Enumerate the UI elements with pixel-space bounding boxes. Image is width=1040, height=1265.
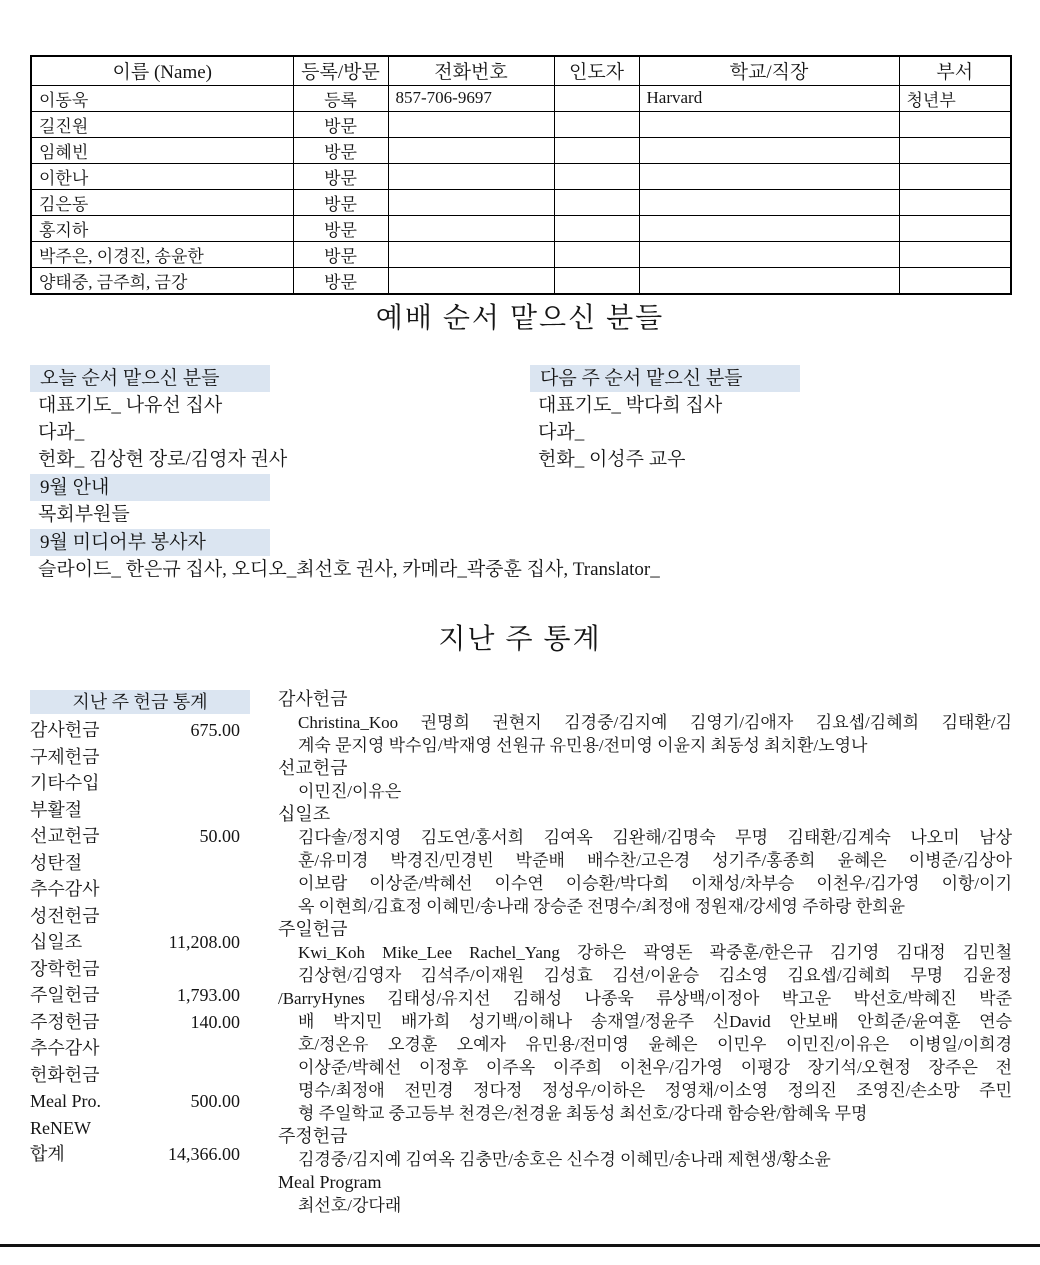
offering-summary-rows [30,717,240,1168]
offering-summary-row [30,850,240,877]
assignment-block-header: 다음 주 순서 맡으신 분들 [530,365,800,392]
offering-amount: 140.00 [190,1011,240,1032]
offering-summary-row [30,876,240,903]
table-cell: 홍지하 [31,215,293,241]
table-cell [899,163,1011,189]
table-cell [639,267,899,294]
table-cell [388,163,554,189]
donor-names-line: 계숙 문지영 박수임/박재영 선원규 유민용/전미영 이윤지 최동성 최치환/노영나 [298,736,868,755]
table-cell [639,215,899,241]
offering-summary-column [30,690,240,1168]
table-cell: 857-706-9697 [388,85,554,111]
offering-label: 주정헌금 [30,1011,100,1032]
offering-summary-row [30,1141,240,1168]
table-cell: 방문 [293,189,388,215]
offering-label: Meal Pro. [30,1091,101,1111]
donor-names-line: Kwi_Koh Mike_Lee Rachel_Yang 강하은 곽영돈 곽중훈/한은규 김기영 김대정 김민철 [298,943,1012,962]
offering-summary-row [30,823,240,850]
donor-names-line: 배 박지민 배가희 성기백/이해나 송재열/정윤주 신David 안보배 안희준/윤여훈 연승 [298,1012,1012,1031]
table-cell [639,111,899,137]
table-cell [899,189,1011,215]
table-cell [899,111,1011,137]
offering-label: 부활절 [30,799,83,820]
offering-label: 성전헌금 [30,905,100,926]
table-cell: 방문 [293,267,388,294]
table-cell: 이동욱 [31,85,293,111]
table-cell: 김은동 [31,189,293,215]
offering-amount: 14,366.00 [168,1144,240,1164]
table-row [31,241,1011,267]
offering-label: 추수감사 [30,1038,100,1058]
table-row [31,189,1011,215]
table-cell [639,241,899,267]
offering-category-heading: 십일조 [278,804,331,824]
column-header: 등록/방문 [293,56,388,85]
table-cell [639,163,899,189]
table-row [31,111,1011,137]
offering-label: 기타수입 [30,773,100,793]
table-cell [639,137,899,163]
assignment-line: 대표기도_ 나유선 집사 [38,395,223,416]
offering-summary-row [30,903,240,930]
assignment-line: 슬라이드_ 한은규 집사, 오디오_최선호 권사, 카메라_곽중훈 집사, Translator_ [38,559,660,580]
offering-label: 감사헌금 [30,720,100,740]
offering-summary-row [30,1088,240,1115]
table-cell [899,267,1011,294]
offering-label: 주일헌금 [30,985,100,1005]
assignment-line: 목회부원들 [38,504,130,525]
table-cell [554,137,639,163]
offering-summary-row [30,1009,240,1036]
table-cell: 방문 [293,163,388,189]
table-cell [554,241,639,267]
offering-label: 장학헌금 [30,958,100,979]
offering-label: 헌화헌금 [30,1064,100,1085]
offering-summary-row [30,717,240,744]
offering-category-heading: 감사헌금 [278,689,348,709]
table-cell [554,215,639,241]
donor-names-line: /BarryHynes 김태성/유지선 김해성 나종욱 류상백/이정아 박고운 박선호/박혜진 박준 [278,989,1012,1008]
offering-amount: 1,793.00 [177,985,240,1005]
offering-label: 선교헌금 [30,826,100,846]
table-cell [554,85,639,111]
table-cell: 방문 [293,215,388,241]
offering-summary-row [30,744,240,771]
worship-section [0,296,1040,606]
donor-names-line: 형 주일학교 중고등부 천경은/천경윤 최동성 최선호/강다래 함승완/함혜욱 무명 [298,1104,868,1123]
column-header: 이름 (Name) [31,56,293,85]
donor-names-line: 옥 이현희/김효정 이혜민/송나래 장승준 전명수/최정애 정원재/강세영 주하랑 한희윤 [298,897,905,916]
donor-names-line: 이보람 이상준/박혜선 이수연 이승환/박다희 이채성/차부승 이천우/김가영 이항/이기 [298,874,1012,893]
table-cell [554,189,639,215]
page-bottom-rule [0,1244,1040,1247]
offering-summary-row [30,956,240,983]
visitor-table-body [31,85,1011,294]
worship-section-title: 예배 순서 맡으신 분들 [375,303,665,334]
donor-names-line: 최선호/강다래 [298,1196,402,1215]
donor-names-line: 김상현/김영자 김석주/이재원 김성효 김션/이윤승 김소영 김요셉/김혜희 무명 김윤정 [298,966,1012,985]
assignment-line: 다과_ [38,422,85,443]
table-cell [899,137,1011,163]
offering-label: ReNEW [30,1117,91,1138]
table-cell [388,267,554,294]
statistics-section [0,617,1040,1237]
offering-label: 구제헌금 [30,746,100,767]
offering-category-heading: Meal Program [278,1172,382,1192]
table-cell [388,137,554,163]
table-cell [554,267,639,294]
visitor-table [30,55,1012,295]
donor-names-line: 김다솔/정지영 김도연/홍서희 김여옥 김완해/김명숙 무명 김태환/김계숙 나오미 남상 [298,828,1012,847]
offering-detail-column [278,688,1012,1217]
visitor-table-head-row [31,56,1011,85]
donor-names-line: 훈/유미경 박경진/민경빈 박준배 배수찬/고은경 성기주/홍종희 윤혜은 이병준/김상아 [298,851,1012,870]
offering-summary-row [30,1062,240,1089]
table-cell [388,215,554,241]
table-cell: 임혜빈 [31,137,293,163]
offering-label: 합계 [30,1144,65,1164]
table-cell: 방문 [293,137,388,163]
donor-names-line: 명수/최정애 전민경 정다정 정성우/이하은 정영채/이소영 정의진 조영진/손소망 주민 [298,1081,1012,1100]
table-cell [388,241,554,267]
table-cell [899,215,1011,241]
offering-summary-row [30,982,240,1009]
assignment-line: 헌화_ 이성주 교우 [538,449,686,470]
table-cell [554,111,639,137]
table-cell [554,163,639,189]
table-cell: 양태중, 금주희, 금강 [31,267,293,294]
offering-summary-row [30,1035,240,1062]
table-row [31,163,1011,189]
donor-names-line: 김경중/김지예 김여옥 김충만/송호은 신수경 이혜민/송나래 제현생/황소윤 [298,1150,831,1169]
table-cell: 방문 [293,111,388,137]
column-header: 부서 [899,56,1011,85]
offering-category-heading: 선교헌금 [278,758,348,778]
column-header: 학교/직장 [639,56,899,85]
donor-names-line: 이상준/박혜선 이정후 이주옥 이주희 이천우/김가영 이평강 장기석/오현정 장주은 전 [298,1058,1012,1077]
table-cell: 박주은, 이경진, 송윤한 [31,241,293,267]
table-cell: 이한나 [31,163,293,189]
assignment-block-header: 9월 안내 [30,474,270,501]
donor-names-line: Christina_Koo 권명희 권현지 김경중/김지예 김영기/김애자 김요셉/김혜희 김태환/김 [298,713,1012,732]
donor-names-line: 호/정온유 오경훈 오예자 유민용/전미영 윤혜은 이민우 이민진/이유은 이병일/이희경 [298,1035,1012,1054]
table-cell: 방문 [293,241,388,267]
offering-label: 성탄절 [30,852,83,873]
offering-summary-row [30,797,240,824]
column-header: 전화번호 [388,56,554,85]
column-header: 인도자 [554,56,639,85]
table-row [31,137,1011,163]
assignment-block-header: 오늘 순서 맡으신 분들 [30,365,270,392]
offering-label: 추수감사 [30,879,100,899]
offering-amount: 500.00 [190,1091,240,1111]
table-cell [639,189,899,215]
statistics-section-title: 지난 주 통계 [438,624,602,655]
offering-summary-row [30,929,240,956]
offering-category-heading: 주일헌금 [278,919,348,939]
offering-summary-row [30,770,240,797]
offering-category-heading: 주정헌금 [278,1126,348,1146]
assignment-block-header: 9월 미디어부 봉사자 [30,529,270,556]
table-cell [899,241,1011,267]
table-cell: 길진원 [31,111,293,137]
assignment-line: 헌화_ 김상현 장로/김영자 권사 [38,449,288,470]
table-cell [388,189,554,215]
table-cell: 청년부 [899,85,1011,111]
table-row [31,267,1011,294]
assignment-line: 대표기도_ 박다희 집사 [538,395,723,416]
offering-amount: 11,208.00 [168,932,240,952]
offering-summary-header: 지난 주 헌금 통계 [30,690,250,714]
donor-names-line: 이민진/이유은 [298,782,402,801]
offering-label: 십일조 [30,932,83,952]
offering-amount: 50.00 [199,826,240,846]
assignment-line: 다과_ [538,422,585,443]
table-cell: 등록 [293,85,388,111]
offering-amount: 675.00 [190,720,240,740]
worship-right-column [530,364,1010,473]
offering-summary-row [30,1115,240,1142]
table-cell: Harvard [639,85,899,111]
table-row [31,85,1011,111]
table-cell [388,111,554,137]
table-row [31,215,1011,241]
